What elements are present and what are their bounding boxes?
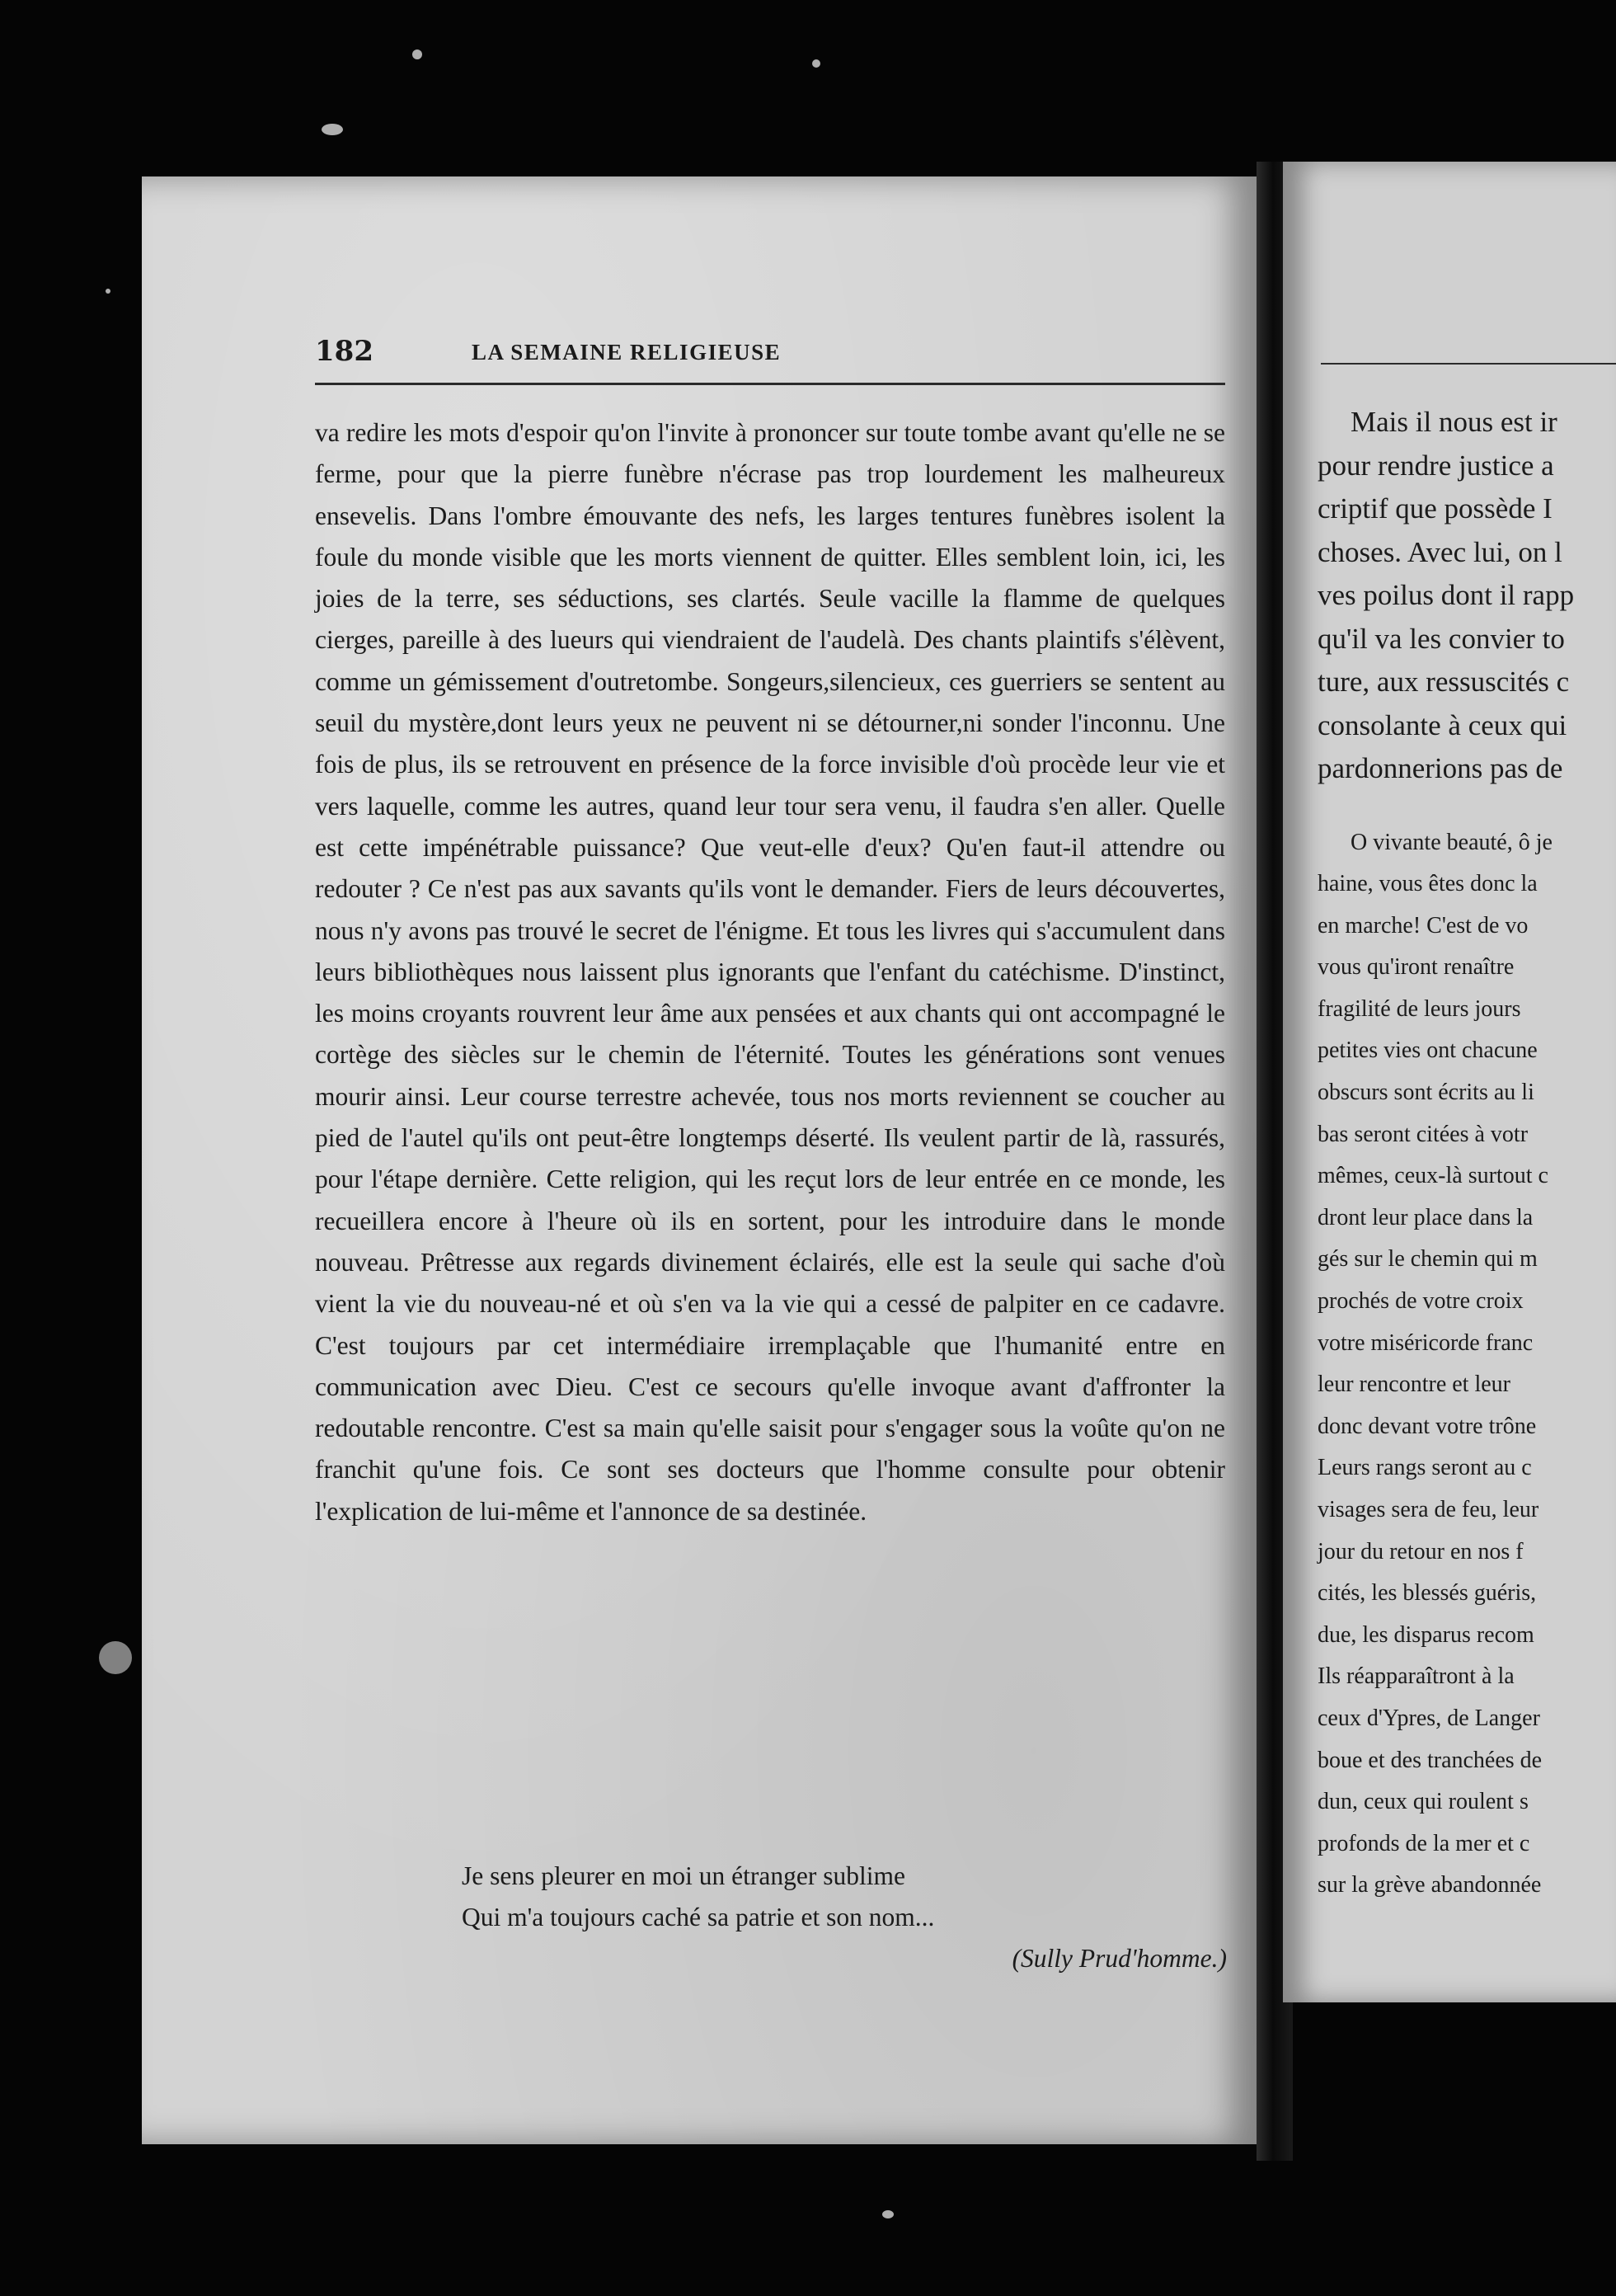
text-line: bas seront citées à votr	[1318, 1121, 1529, 1147]
scan-speck	[322, 124, 343, 135]
text-line: mêmes, ceux-là surtout c	[1318, 1163, 1548, 1189]
left-page	[142, 176, 1257, 2144]
text-line: qu'il va les convier to	[1318, 622, 1565, 655]
text-line: visages sera de feu, leur	[1318, 1497, 1539, 1522]
right-page-text	[1318, 401, 1616, 1907]
text-line: petites vies ont chacune	[1318, 1037, 1538, 1064]
running-title: LA SEMAINE RELIGIEUSE	[472, 340, 782, 365]
text-line: cités, les blessés guéris,	[1318, 1580, 1537, 1607]
text-line: votre miséricorde franc	[1318, 1329, 1534, 1356]
scan-speck	[812, 59, 820, 68]
text-line: sur la grève abandonnée	[1318, 1872, 1542, 1898]
poem-attribution: (Sully Prud'homme.)	[1012, 1944, 1227, 1973]
text-line: en marche! C'est de vo	[1318, 912, 1529, 939]
text-line: due, les disparus recom	[1318, 1621, 1534, 1648]
text-line: jour du retour en nos f	[1318, 1538, 1524, 1564]
text-line: leur rencontre et leur	[1318, 1371, 1510, 1398]
text-line: O vivante beauté, ô je	[1351, 829, 1553, 855]
text-line: pour rendre justice a	[1318, 449, 1554, 482]
text-line: gés sur le chemin qui m	[1318, 1246, 1538, 1273]
text-line: dun, ceux qui roulent s	[1318, 1789, 1529, 1815]
right-paragraph-1	[1318, 401, 1616, 791]
right-paragraph-2	[1318, 822, 1616, 1907]
text-line: choses. Avec lui, on l	[1318, 535, 1562, 568]
text-line: pardonnerions pas de	[1318, 752, 1563, 784]
text-line: obscurs sont écrits au li	[1318, 1080, 1534, 1106]
text-line: ture, aux ressuscités c	[1318, 666, 1570, 698]
text-line: criptif que possède I	[1318, 492, 1553, 525]
scan-speck	[106, 289, 110, 294]
header-rule	[1321, 363, 1616, 365]
text-line: ceux d'Ypres, de Langer	[1318, 1705, 1540, 1731]
scan-speck	[412, 49, 422, 59]
text-line: vous qu'iront renaître	[1318, 954, 1515, 981]
text-line: fragilité de leurs jours	[1318, 995, 1521, 1022]
text-line: profonds de la mer et c	[1318, 1830, 1530, 1856]
text-line: boue et des tranchées de	[1318, 1747, 1543, 1773]
text-line: haine, vous êtes donc la	[1318, 871, 1538, 897]
text-line: Mais il nous est ir	[1351, 406, 1557, 438]
page-number: 182	[315, 335, 373, 368]
text-line: Ils réapparaîtront à la	[1318, 1663, 1515, 1690]
body-paragraph: va redire les mots d'espoir qu'on l'invite à prononcer sur toute tombe avant qu'elle ne se ferme, pour que la pierre funèbre n'écrase pas trop lourdement les malheureux ensevelis. Dans l'ombre émouvante des nefs, les larges tentures funèbres isolent la foule du monde visible que les morts viennent de quitter. Elles semblent loin, ici, les joies de la terre, ses séductions, ses clartés. Seule vacille la flamme de quelques cierges, pareille à des lueurs qui viendraient de l'audelà. Des chants plaintifs s'élèvent, comme un gémissement d'outretombe. Songeurs,silencieux, ces guerriers se sentent au seuil du mystère,dont leurs yeux ne peuvent ni se détourner,ni sonder l'inconnu. Une fois de plus, ils se retrouvent en présence de la force invisible d'où procède leur vie et vers laquelle, comme les autres, quand leur tour sera venu, il faudra s'en aller. Quelle est cette impénétrable puissance? Que veut-elle d'eux? Qu'en faut-il attendre ou redouter ? Ce n'est pas aux savants qu'ils vont le demander. Fiers de leurs découvertes, nous n'y avons pas trouvé le secret de l'énigme. Et tous les livres qui s'accumulent dans leurs bibliothèques nous laissent plus ignorants que l'enfant du catéchisme. D'instinct, les moins croyants rouvrent leur âme aux pensées et aux chants qui ont accompagné le cortège des siècles sur le chemin de l'éternité. Toutes les générations sont venues mourir ainsi. Leur course terrestre achevée, tous nos morts reviennent se coucher au pied de l'autel qu'ils ont peut-être longtemps déserté. Ils veulent partir de là, rassurés, pour l'étape dernière. Cette religion, qui les reçut lors de leur entrée en ce monde, les recueillera encore à l'heure où ils en sortent, pour les introduire dans le monde nouveau. Prêtresse aux regards divinement éclairés, elle est la seule qui sache d'où vient la vie du nouveau-né et où s'en va la vie qui a cessé de palpiter en ce cadavre. C'est toujours par cet intermédiaire irremplaçable que l'humanité entre en communication avec Dieu. C'est ce secours qu'elle invoque avant d'affronter la redoutable rencontre. C'est sa main qu'elle saisit pour s'engager sous la voûte qu'on ne franchit qu'une fois. Ce sont ses docteurs que l'homme consulte pour obtenir l'explication de lui-même et l'annonce de sa destinée.	[315, 418, 1225, 1526]
text-line: prochés de votre croix	[1318, 1288, 1524, 1315]
poem-line: Qui m'a toujours caché sa patrie et son nom...	[462, 1903, 935, 1931]
text-line: ves poilus dont il rapp	[1318, 579, 1575, 611]
scan-speck	[99, 1641, 132, 1674]
poem-quote	[462, 1856, 1237, 1979]
poem-line: Je sens pleurer en moi un étranger sublime	[462, 1861, 905, 1890]
text-line: consolante à ceux qui	[1318, 708, 1567, 741]
text-line: dront leur place dans la	[1318, 1204, 1534, 1230]
text-line: Leurs rangs seront au c	[1318, 1455, 1532, 1481]
right-page	[1283, 162, 1616, 2002]
page-header	[315, 333, 1225, 385]
scan-speck	[882, 2210, 894, 2218]
text-line: donc devant votre trône	[1318, 1413, 1537, 1439]
